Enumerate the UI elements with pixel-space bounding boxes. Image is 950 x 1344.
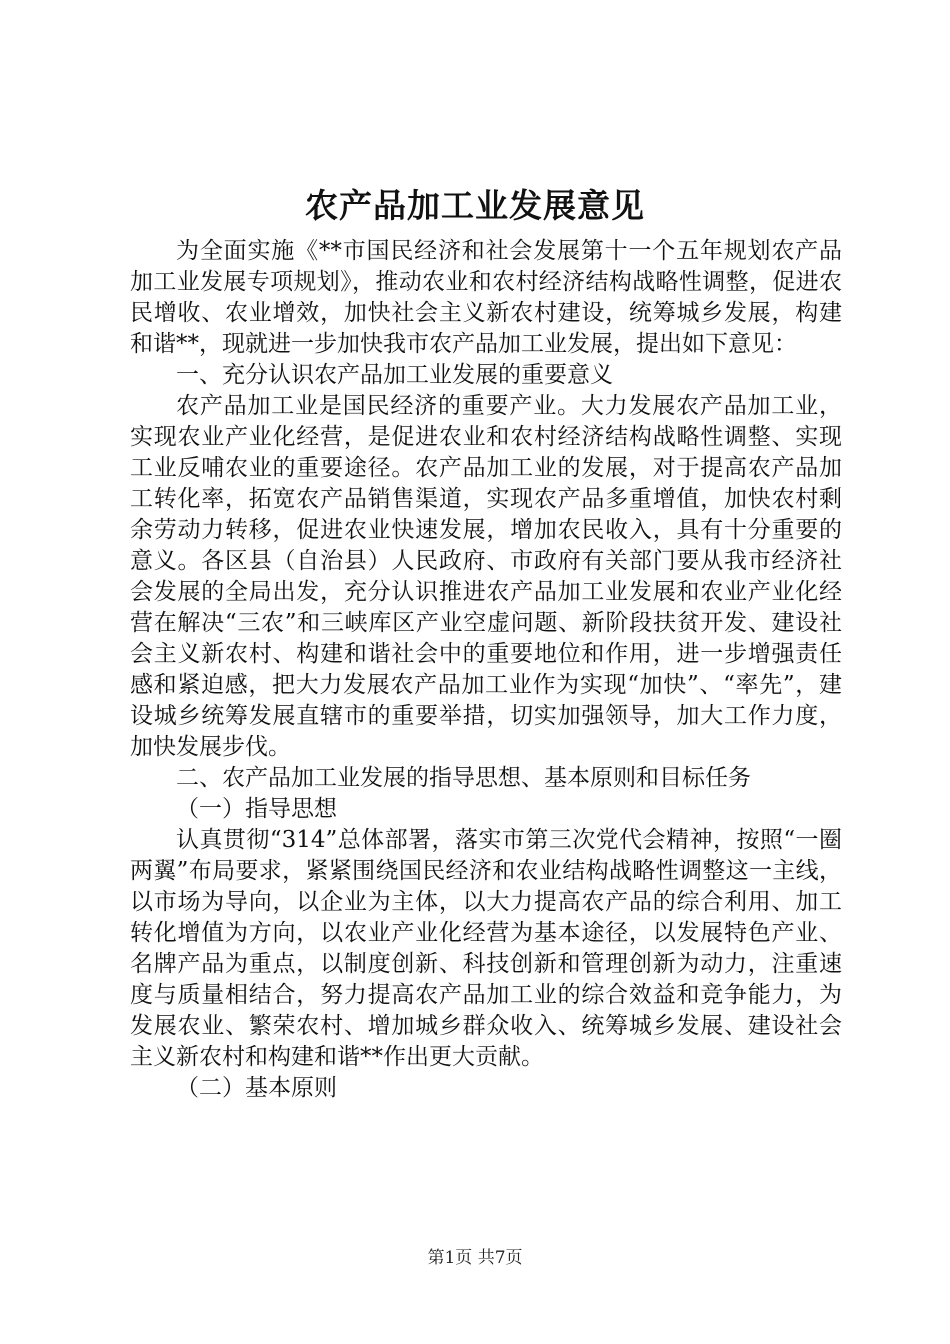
section-heading-2: 二、农产品加工业发展的指导思想、基本原则和目标任务: [176, 765, 751, 791]
section-1-paragraph: 农产品加工业是国民经济的重要产业。大力发展农产品加工业，实现农业产业化经营，是促进农业和农村经济结构战略性调整、实现工业反哺农业的重要途径。农产品加工业的发展，对于提高农产品加工转化率，拓宽农产品销售渠道，实现农产品多重增值，加快农村剩余劳动力转移，促进农业快速发展，增加农民收入，具有十分重要的意义。各区县（自治县）人民政府、市政府有关部门要从我市经济社会发展的全局出发，充分认识推进农产品加工业发展和农业产业化经营在解决“三农”和三峡库区产业空虚问题、新阶段扶贫开发、建设社会主义新农村、构建和谐社会中的重要地位和作用，进一步增强责任感和紧迫感，把大力发展农产品加工业作为实现“加快”、“率先”，建设城乡统筹发展直辖市的重要举措，切实加强领导，加大工作力度，加快发展步伐。: [130, 393, 842, 760]
document-title: 农产品加工业发展意见: [305, 186, 645, 225]
subsection-heading-guiding-thought: （一）指导思想: [176, 796, 337, 822]
intro-paragraph: 为全面实施《**市国民经济和社会发展第十一个五年规划农产品加工业发展专项规划》，推动农业和农村经济结构战略性调整，促进农民增收、农业增效，加快社会主义新农村建设，统筹城乡发展，构建和谐**，现就进一步加快我市农产品加工业发展，提出如下意见：: [130, 238, 842, 357]
guiding-thought-paragraph: 认真贯彻“314”总体部署，落实市第三次党代会精神，按照“一圈两翼”布局要求，紧紧围绕国民经济和农业结构战略性调整这一主线，以市场为导向，以企业为主体，以大力提高农产品的综合利用、加工转化增值为方向，以农业产业化经营为基本途径，以发展特色产业、名牌产品为重点，以制度创新、科技创新和管理创新为动力，注重速度与质量相结合，努力提高农产品加工业的综合效益和竞争能力，为发展农业、繁荣农村、增加城乡群众收入、统筹城乡发展、建设社会主义新农村和构建和谐**作出更大贡献。: [130, 827, 842, 1070]
page-number-footer: 第1页 共7页: [427, 1248, 523, 1268]
section-heading-1: 一、充分认识农产品加工业发展的重要意义: [176, 362, 613, 388]
document-body: [130, 236, 842, 1104]
subsection-heading-basic-principles: （二）基本原则: [176, 1075, 337, 1101]
